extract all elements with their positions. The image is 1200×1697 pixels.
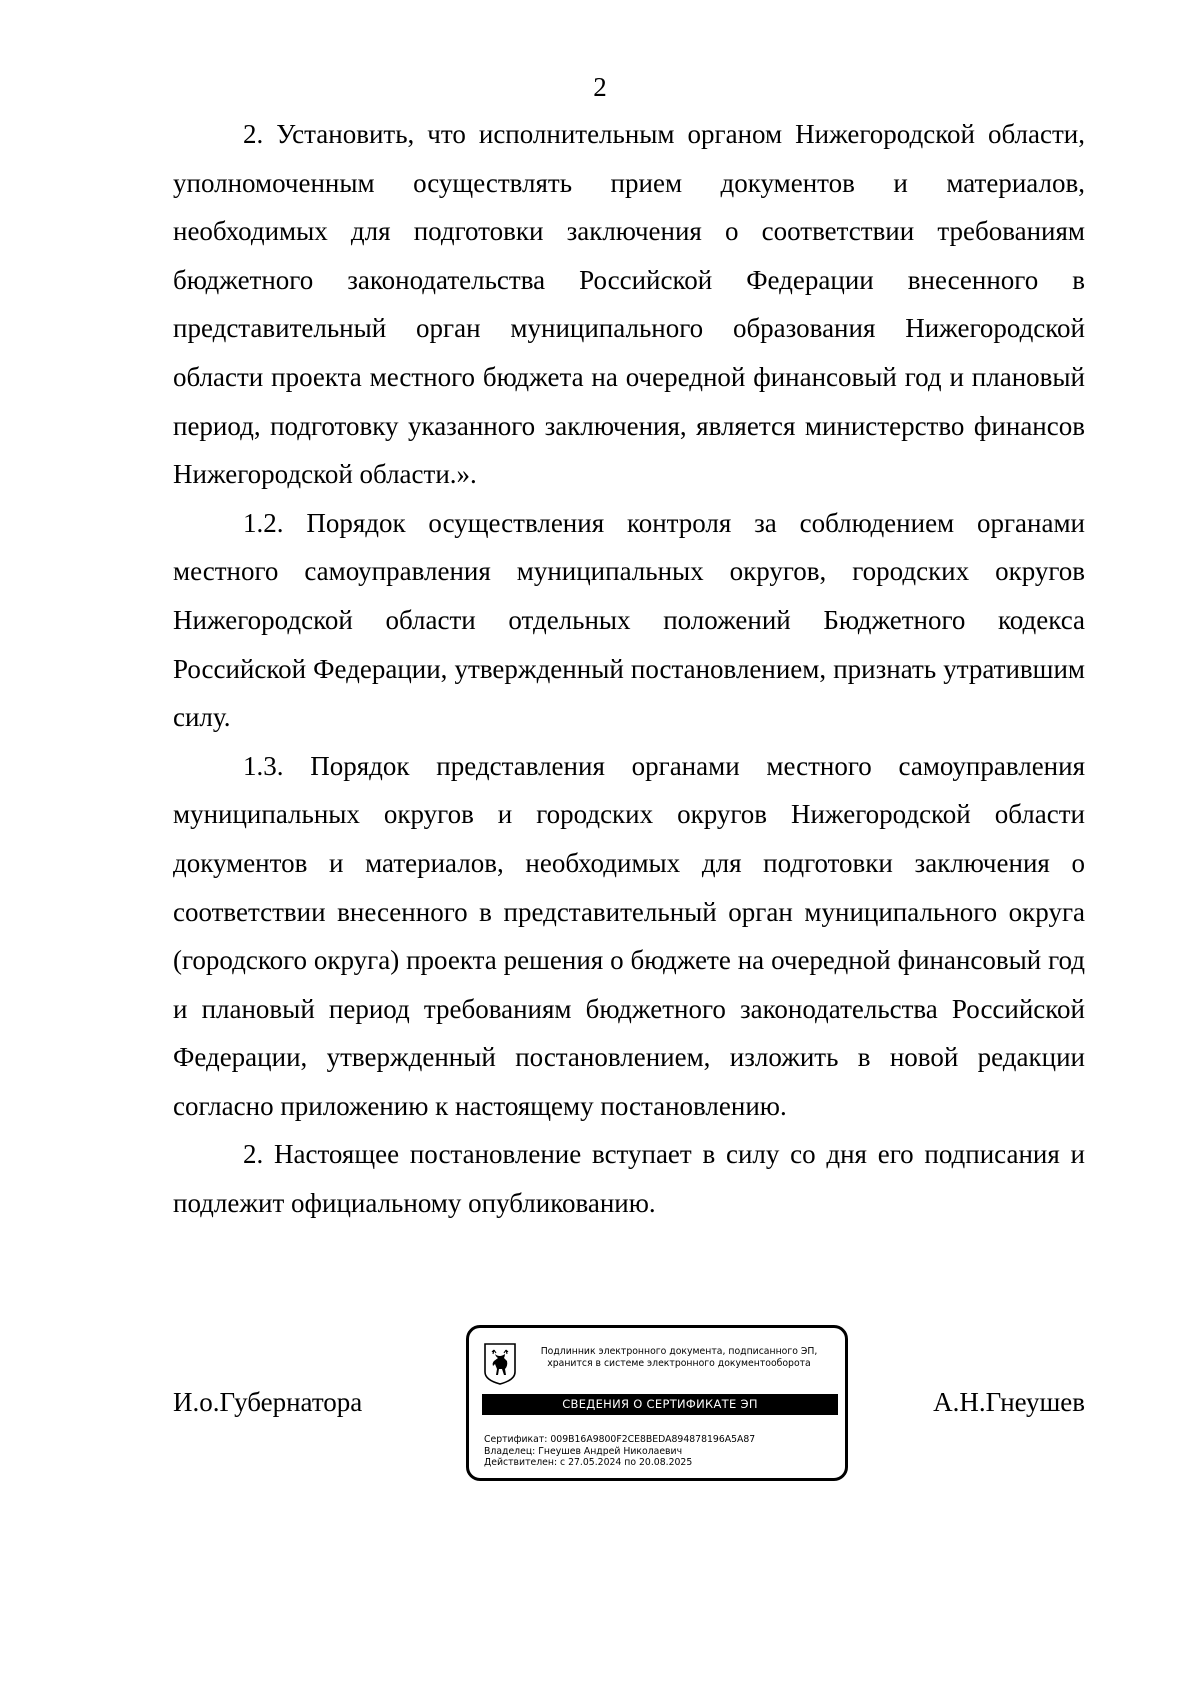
page-number: 2 [593,72,607,102]
signatory-title: И.о.Губернатора [173,1387,363,1417]
paragraph-clause-1-3: 1.3. Порядок представления органами местного самоуправления муниципальных округов и городских округов Нижегородской области документов и материалов, необходимых для подготовки заключения о соответствии внесенного в представительный орган муниципального округа (городского округа) проекта решения о бюджете на очередной финансовый год и плановый период требованиям бюджетного законодательства Российской Федерации, утвержденный постановлением, изложить в новой редакции согласно приложению к настоящему постановлению. [173,750,1085,1121]
stamp-owner: Владелец: Гнеушев Андрей Николаевич [484,1445,683,1457]
stamp-certificate-id: Сертификат: 009B16A9800F2CE8BEDA894878196A5A87 [484,1434,756,1445]
paragraph-clause-1-2: 1.2. Порядок осуществления контроля за соблюдением органами местного самоуправления муниципальных округов, городских округов Нижегородской области отдельных положений Бюджетного кодекса Российской Федерации, утвержденный постановлением, признать утратившим силу. [173,507,1085,733]
stamp-header-bar: СВЕДЕНИЯ О СЕРТИФИКАТЕ ЭП [482,1394,838,1415]
deer-emblem-icon [483,1342,517,1386]
paragraph-clause-2-effective: 2. Настоящее постановление вступает в силу со дня его подписания и подлежит официальному опубликованию. [173,1139,1085,1219]
stamp-validity: Действителен: с 27.05.2024 по 20.08.2025 [484,1457,693,1468]
document-body [173,110,1085,1228]
stamp-certificate-details [484,1434,755,1469]
stamp-notice [519,1346,839,1370]
signatory-name: А.Н.Гнеушев [933,1387,1085,1417]
stamp-notice-line-1: Подлинник электронного документа, подписанного ЭП, [540,1346,818,1357]
electronic-signature-stamp [466,1325,848,1481]
paragraph-clause-2-authority: 2. Установить, что исполнительным органом Нижегородской области, уполномоченным осуществлять прием документов и материалов, необходимых для подготовки заключения о соответствии требованиям бюджетного законодательства Российской Федерации внесенного в представительный орган муниципального образования Нижегородской области проекта местного бюджета на очередной финансовый год и плановый период, подготовку указанного заключения, является министерство финансов Нижегородской области.». [173,119,1085,490]
stamp-notice-line-2: хранится в системе электронного документооборота [547,1358,811,1369]
